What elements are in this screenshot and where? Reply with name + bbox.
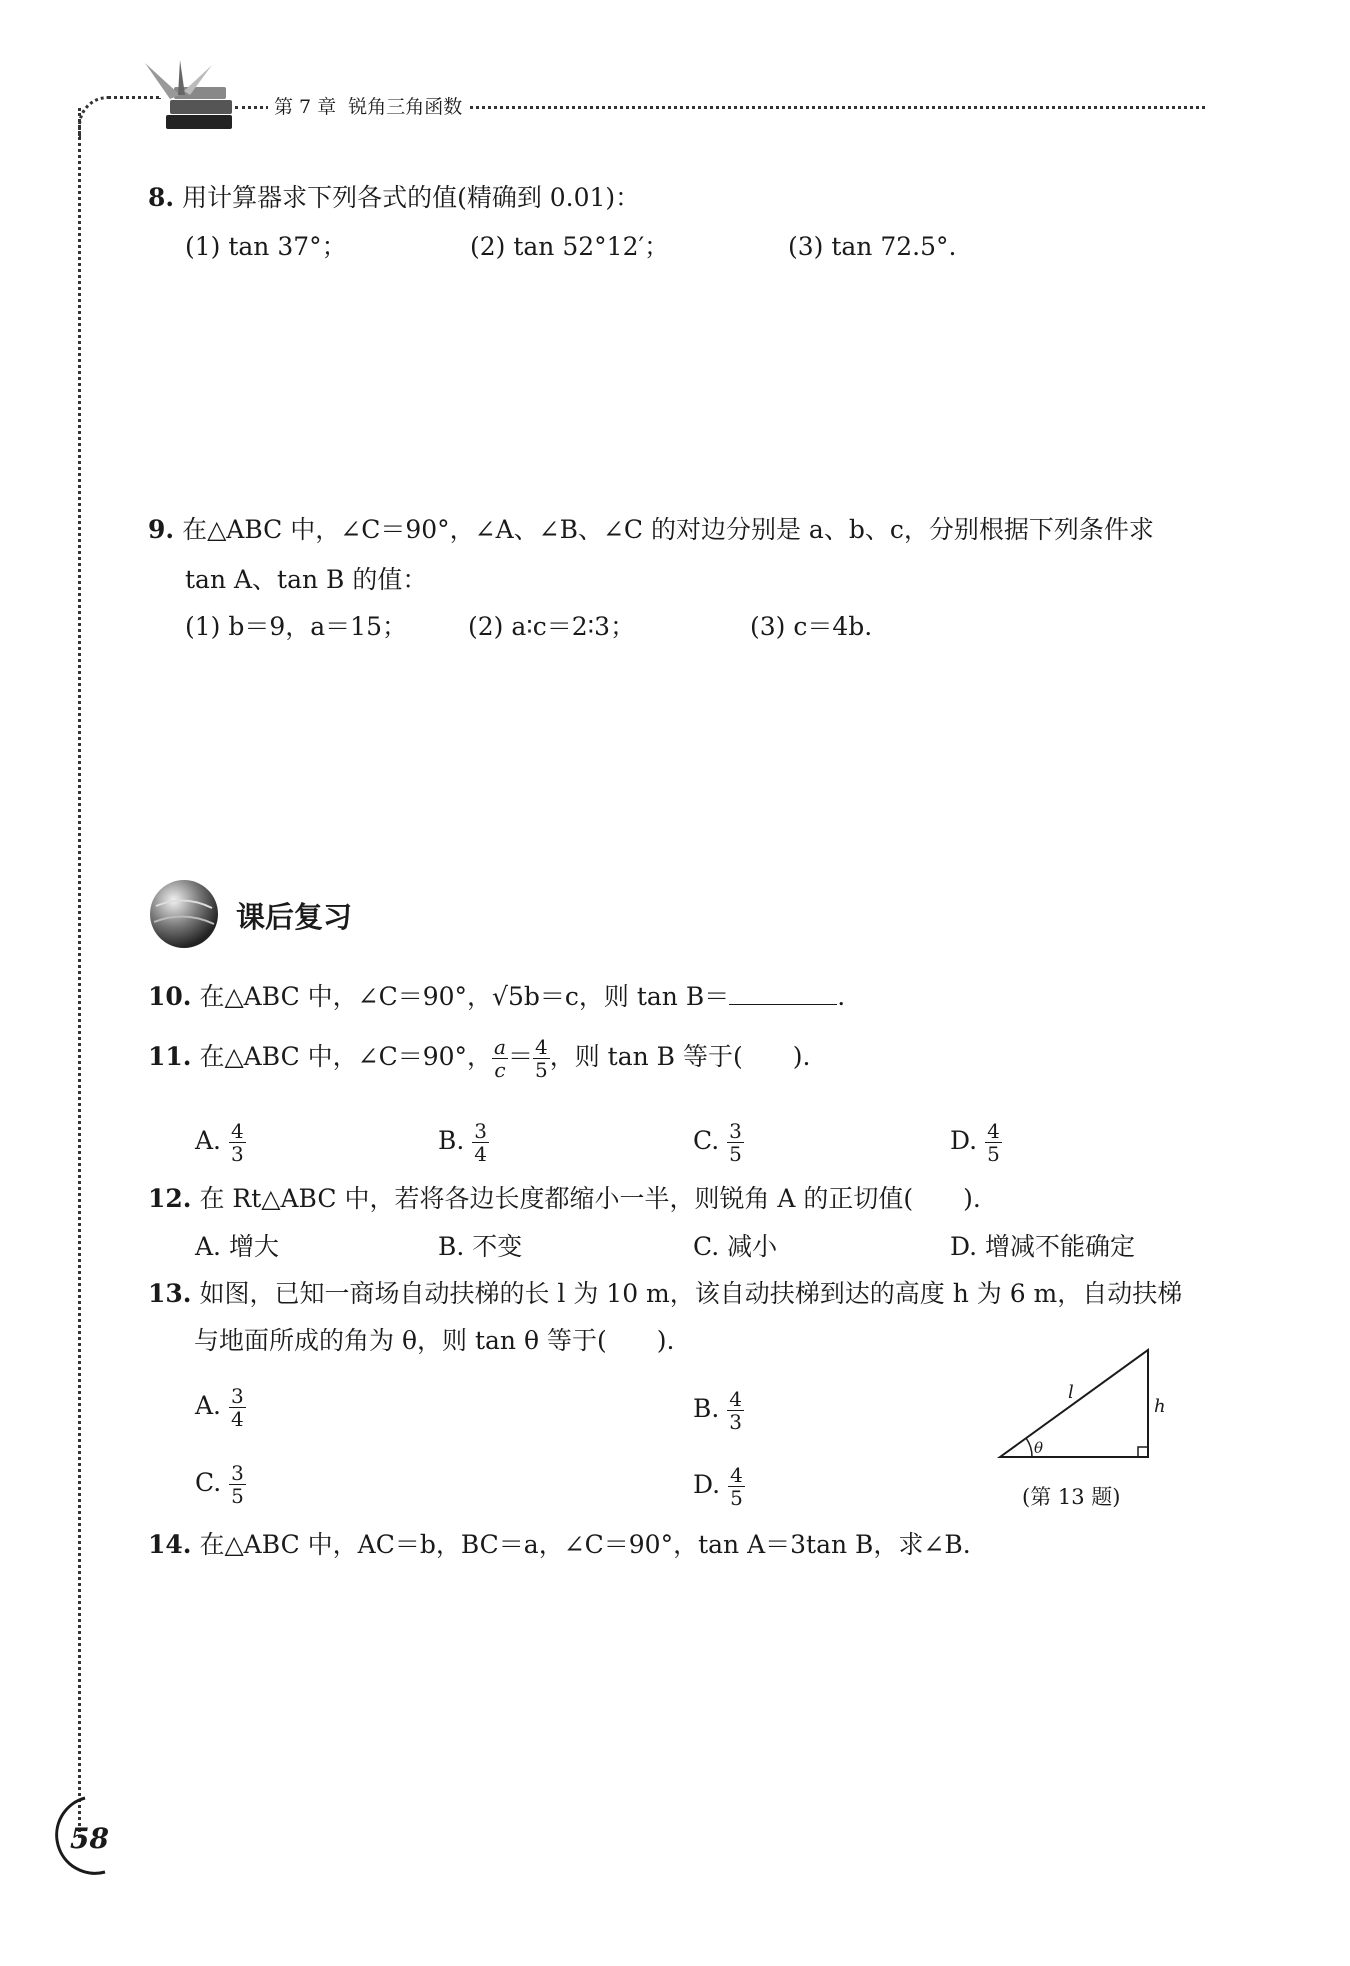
question-stem-line-2: tan A、tan B 的值： xyxy=(185,565,428,594)
question-stem: 在△ABC 中，∠C＝90°， xyxy=(199,1042,493,1071)
question-stem-mid: b＝c，则 tan B＝ xyxy=(523,982,730,1011)
escalator-triangle-diagram xyxy=(990,1340,1190,1500)
question-11 xyxy=(148,1036,810,1081)
q9-part-3: (3) c＝4b. xyxy=(750,612,873,641)
question-stem-line-1: 在△ABC 中，∠C＝90°，∠A、∠B、∠C 的对边分别是 a、b、c，分别根据下列条件求 xyxy=(182,515,1154,544)
globe-icon xyxy=(146,876,226,956)
answer-blank[interactable] xyxy=(729,980,837,1005)
page-number: 58 xyxy=(70,1822,109,1855)
q13-option-b[interactable]: B. $\frac{4}{3}$ xyxy=(693,1387,743,1434)
question-9 xyxy=(148,513,1154,547)
question-number: 13. xyxy=(148,1279,192,1308)
q12-option-b[interactable]: B. 不变 xyxy=(438,1232,523,1261)
q8-part-3: (3) tan 72.5°. xyxy=(788,232,957,261)
question-number: 10. xyxy=(148,982,192,1011)
q11-option-b[interactable]: B. $\frac{3}{4}$ xyxy=(438,1119,488,1166)
chapter-header xyxy=(268,90,468,124)
question-number: 8. xyxy=(148,183,175,212)
q13-option-c[interactable]: C. $\frac{3}{5}$ xyxy=(195,1461,244,1508)
fraction-a-over-c: $\frac{a}{c}$ xyxy=(494,1035,506,1082)
q11-option-a[interactable]: A. $\frac{4}{3}$ xyxy=(195,1119,244,1166)
question-12 xyxy=(148,1182,981,1216)
q11-option-d[interactable]: D. $\frac{4}{5}$ xyxy=(950,1119,1000,1166)
question-stem-end: . xyxy=(837,982,846,1011)
q9-part-1: (1) b＝9，a＝15； xyxy=(185,612,407,641)
question-stem-line-1: 如图，已知一商场自动扶梯的长 l 为 10 m，该自动扶梯到达的高度 h 为 6 m，自动扶梯 xyxy=(199,1279,1183,1308)
question-stem-close: ). xyxy=(792,1042,811,1071)
q12-option-d[interactable]: D. 增减不能确定 xyxy=(950,1232,1136,1261)
chapter-title: 锐角三角函数 xyxy=(348,96,463,118)
section-title: 课后复习 xyxy=(236,900,353,934)
left-border-rule xyxy=(78,108,81,1838)
q12-option-c[interactable]: C. 减小 xyxy=(693,1232,778,1261)
label-l: l xyxy=(1068,1382,1074,1403)
question-number: 14. xyxy=(148,1530,192,1559)
angle-arc xyxy=(1026,1438,1032,1457)
question-stem-close: ). xyxy=(656,1326,675,1355)
q9-part-2: (2) a∶c＝2∶3； xyxy=(468,612,636,641)
sqrt-expression: √5 xyxy=(492,982,524,1011)
question-stem-line-2: 与地面所成的角为 θ，则 tan θ 等于( xyxy=(194,1326,607,1355)
triangle-shape xyxy=(1000,1350,1148,1457)
question-10 xyxy=(148,980,845,1014)
q11-option-c[interactable]: C. $\frac{3}{5}$ xyxy=(693,1119,742,1166)
q12-option-a[interactable]: A. 增大 xyxy=(195,1232,279,1261)
books-logo-icon xyxy=(140,55,240,145)
question-8 xyxy=(148,181,640,215)
question-stem: 在 Rt△ABC 中，若将各边长度都缩小一半，则锐角 A 的正切值( xyxy=(199,1184,914,1213)
question-14 xyxy=(148,1528,971,1562)
equals-sign: ＝ xyxy=(507,1042,533,1071)
figure-caption: (第 13 题) xyxy=(1022,1485,1121,1509)
question-stem: 用计算器求下列各式的值(精确到 0.01)： xyxy=(182,183,641,212)
question-number: 9. xyxy=(148,515,175,544)
label-theta: θ xyxy=(1034,1439,1044,1457)
q13-option-a[interactable]: A. $\frac{3}{4}$ xyxy=(195,1384,244,1431)
question-stem-post: ，则 tan B 等于( xyxy=(549,1042,743,1071)
q8-part-1: (1) tan 37°； xyxy=(185,232,347,261)
question-13-line-2 xyxy=(194,1324,674,1358)
question-13 xyxy=(148,1277,1182,1311)
right-angle-mark xyxy=(1138,1447,1148,1457)
question-stem: 在△ABC 中，∠C＝90°， xyxy=(199,982,493,1011)
question-stem: 在△ABC 中，AC＝b，BC＝a，∠C＝90°，tan A＝3tan B，求∠B. xyxy=(199,1530,971,1559)
fraction-4-over-5: $\frac{4}{5}$ xyxy=(535,1035,548,1082)
label-h: h xyxy=(1154,1396,1166,1417)
question-number: 11. xyxy=(148,1042,192,1071)
question-stem-close: ). xyxy=(963,1184,981,1213)
question-number: 12. xyxy=(148,1184,192,1213)
q8-part-2: (2) tan 52°12′； xyxy=(470,232,670,261)
q13-option-d[interactable]: D. $\frac{4}{5}$ xyxy=(693,1463,743,1510)
chapter-number: 第 7 章 xyxy=(274,96,337,118)
